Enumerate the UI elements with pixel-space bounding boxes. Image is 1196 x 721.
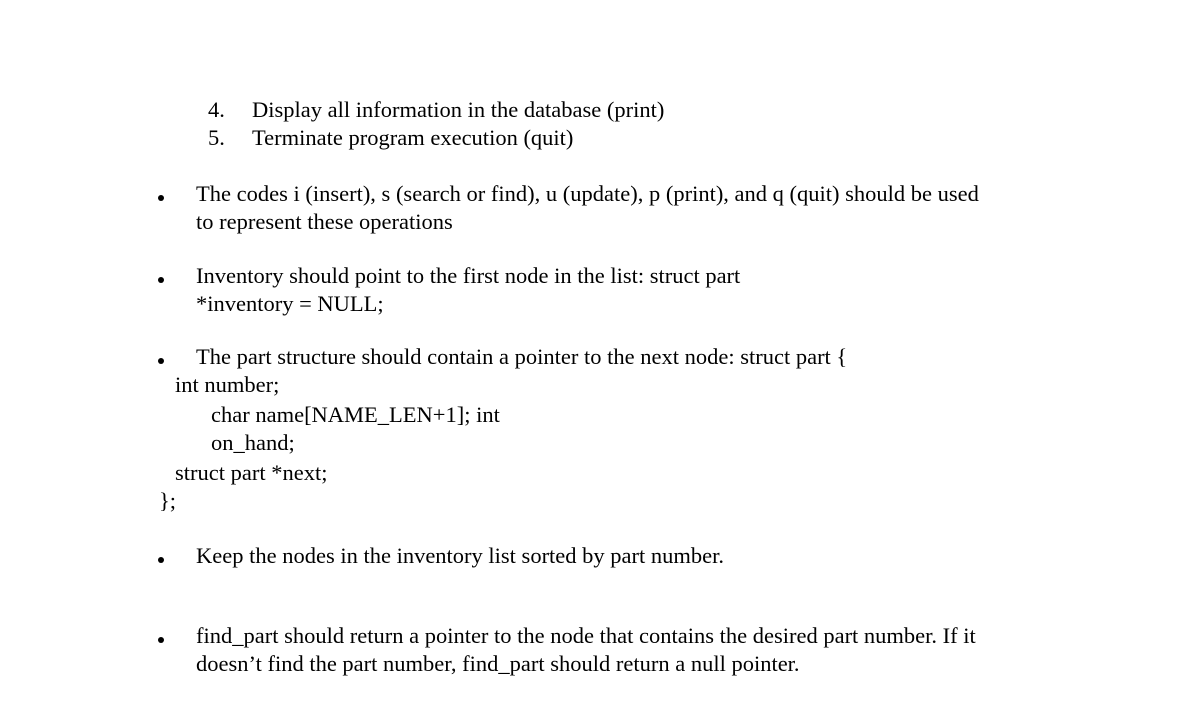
paragraph-line: The codes i (insert), s (search or find), u (update), p (print), and q (quit) should be used (196, 181, 979, 206)
list-item-number: 5. (208, 125, 225, 150)
code-line: int number; (175, 372, 280, 397)
paragraph-line: find_part should return a pointer to the node that contains the desired part number. If it (196, 623, 976, 648)
code-line: }; (159, 488, 177, 513)
bullet-dot-icon (158, 195, 164, 201)
paragraph-line: to represent these operations (196, 209, 453, 234)
code-line: char name[NAME_LEN+1]; int (211, 402, 500, 427)
bullet-dot-icon (158, 557, 164, 563)
paragraph-line: doesn’t find the part number, find_part should return a null pointer. (196, 651, 800, 676)
paragraph-line: Inventory should point to the first node in the list: struct part (196, 263, 741, 288)
code-line: struct part *next; (175, 460, 328, 485)
paragraph-line: *inventory = NULL; (196, 291, 384, 316)
paragraph-line: Keep the nodes in the inventory list sorted by part number. (196, 543, 725, 568)
bullet-dot-icon (158, 637, 164, 643)
list-item-number: 4. (208, 97, 225, 122)
code-line: on_hand; (211, 430, 295, 455)
list-item-text: Display all information in the database (print) (252, 97, 665, 122)
list-item-text: Terminate program execution (quit) (252, 125, 574, 150)
bullet-dot-icon (158, 358, 164, 364)
bullet-dot-icon (158, 277, 164, 283)
paragraph-line: The part structure should contain a pointer to the next node: struct part { (196, 344, 848, 369)
